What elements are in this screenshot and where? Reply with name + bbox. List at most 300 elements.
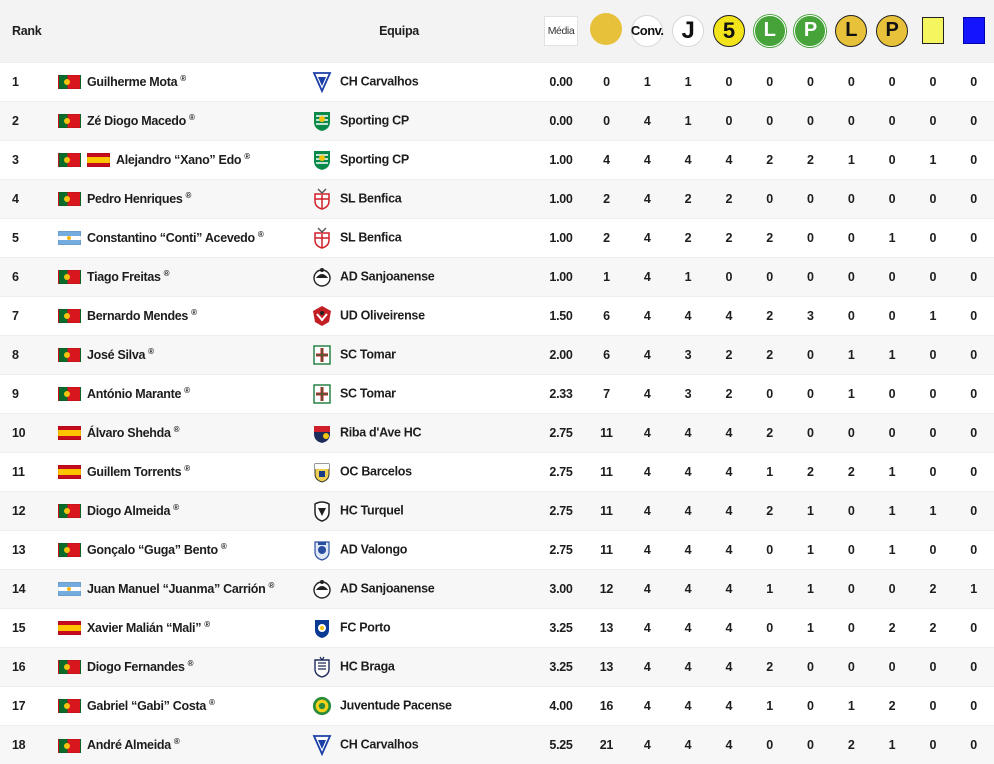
registered-mark: ® — [163, 268, 170, 278]
registered-mark: ® — [244, 151, 250, 161]
yellow-l-cell: 2 — [847, 464, 855, 479]
convocations-cell: 1 — [643, 74, 651, 89]
flag-pt-icon — [58, 387, 81, 401]
team-cell — [312, 140, 536, 179]
flag-pt-icon — [58, 348, 81, 362]
team-name-link[interactable]: SL Benfica — [340, 229, 402, 244]
yellow-cards-cell: 2 — [929, 581, 937, 596]
team-name-link[interactable]: Riba d'Ave HC — [340, 424, 422, 439]
avg-cell: 5.25 — [549, 737, 573, 752]
yellow-cards-cell: 0 — [929, 191, 937, 206]
yellow-card-header[interactable] — [912, 0, 953, 62]
games-cell: 4 — [684, 659, 692, 674]
green-p-cell: 0 — [807, 347, 814, 362]
starter-cell: 2 — [725, 386, 733, 401]
yellow-p-cell: 0 — [888, 113, 896, 128]
goals-cell: 2 — [603, 230, 610, 245]
goals-cell: 13 — [599, 659, 614, 674]
goals-cell: 4 — [603, 152, 610, 167]
registered-mark: ® — [173, 424, 180, 434]
flag-pt-icon — [58, 660, 81, 674]
table-row[interactable] — [0, 491, 994, 530]
games-cell: 4 — [684, 308, 692, 323]
yellow-l-cell: 0 — [847, 308, 855, 323]
green-l-header[interactable] — [749, 0, 790, 62]
blue-cards-cell: 0 — [970, 230, 977, 245]
green-l-icon: L — [754, 15, 786, 47]
starter-cell: 0 — [725, 74, 733, 89]
goals-cell: 6 — [603, 308, 610, 323]
yellow-p-header[interactable] — [872, 0, 913, 62]
team-name-link[interactable]: AD Valongo — [340, 541, 408, 556]
green-p-cell: 0 — [807, 191, 814, 206]
convocations-cell: 4 — [643, 152, 651, 167]
team-name-link[interactable]: SL Benfica — [340, 190, 402, 205]
team-cell — [312, 569, 536, 608]
team-name-link[interactable]: Sporting CP — [340, 151, 409, 166]
yellow-l-cell: 0 — [847, 581, 855, 596]
convocations-cell: 4 — [643, 230, 651, 245]
rank-cell: 11 — [12, 464, 25, 479]
starter-cell: 2 — [725, 347, 733, 362]
flag-ar-icon — [58, 582, 81, 596]
table-row[interactable] — [0, 296, 994, 335]
goals-cell: 11 — [600, 542, 613, 557]
team-crest-carvalhos-icon — [312, 734, 332, 756]
games-cell: 1 — [684, 269, 692, 284]
team-name-link[interactable]: FC Porto — [340, 619, 391, 634]
player-name-link[interactable]: José Silva — [87, 347, 146, 362]
player-cell — [58, 140, 312, 179]
green-l-cell: 2 — [766, 503, 773, 518]
player-cell — [58, 413, 312, 452]
table-row[interactable] — [0, 647, 994, 686]
flag-pt-icon — [58, 270, 81, 284]
green-l-cell: 2 — [766, 659, 773, 674]
yellow-cards-cell: 0 — [929, 659, 937, 674]
convocations-cell: 4 — [643, 698, 651, 713]
flag-es-icon — [58, 465, 81, 479]
table-row[interactable] — [0, 686, 994, 725]
convocations-cell: 4 — [643, 308, 651, 323]
green-l-cell: 1 — [766, 698, 773, 713]
rank-cell: 3 — [12, 152, 19, 167]
convocations-cell: 4 — [643, 581, 651, 596]
player-name-link[interactable]: Guillem Torrents — [87, 464, 182, 479]
player-cell — [58, 491, 312, 530]
avg-cell: 1.00 — [549, 269, 573, 284]
player-name-link[interactable]: Diogo Almeida — [87, 503, 171, 518]
flag-pt-icon — [58, 192, 81, 206]
player-name-link[interactable]: António Marante — [87, 386, 182, 401]
yellow-l-header[interactable] — [831, 0, 872, 62]
green-l-cell: 2 — [766, 230, 773, 245]
avg-header[interactable] — [536, 0, 586, 62]
flag-pt-icon — [58, 75, 81, 89]
yellow-p-cell: 1 — [888, 737, 896, 752]
convocations-cell: 4 — [643, 113, 651, 128]
yellow-p-cell: 0 — [888, 386, 896, 401]
rank-cell: 17 — [12, 698, 26, 713]
green-p-cell: 0 — [807, 698, 814, 713]
player-cell — [58, 374, 312, 413]
conv-icon: Conv. — [631, 15, 663, 47]
yellow-p-cell: 2 — [888, 698, 896, 713]
goals-cell: 12 — [599, 581, 614, 596]
green-l-cell: 1 — [766, 464, 773, 479]
convocations-cell: 4 — [643, 503, 651, 518]
green-l-cell: 0 — [766, 620, 773, 635]
player-cell — [58, 218, 312, 257]
green-p-cell: 2 — [807, 152, 814, 167]
yellow-p-cell: 0 — [888, 74, 896, 89]
player-cell — [58, 257, 312, 296]
player-name-link[interactable]: Álvaro Shehda — [87, 425, 171, 440]
player-name-link[interactable]: Guilherme Mota — [87, 74, 178, 89]
yellow-p-cell: 0 — [888, 425, 896, 440]
registered-mark: ® — [184, 463, 190, 473]
yellow-p-cell: 0 — [888, 152, 896, 167]
player-cell — [58, 569, 312, 608]
convocations-cell: 4 — [643, 191, 651, 206]
yellow-l-cell: 1 — [847, 386, 855, 401]
starter-cell: 2 — [725, 230, 733, 245]
five-icon: 5 — [713, 15, 745, 47]
yellow-p-cell: 1 — [888, 230, 896, 245]
team-header[interactable]: Equipa — [379, 23, 419, 38]
yellow-l-cell: 0 — [847, 425, 855, 440]
player-name-link[interactable]: Diogo Fernandes — [87, 659, 185, 674]
team-name-link[interactable]: AD Sanjoanense — [340, 268, 435, 283]
player-name-link[interactable]: Xavier Malián “Mali” — [87, 620, 202, 635]
team-crest-ribadave-icon — [312, 422, 332, 444]
team-crest-sanjoanense-icon — [312, 266, 332, 288]
yellow-l-cell: 1 — [847, 347, 855, 362]
starter-cell: 0 — [725, 113, 733, 128]
yellow-l-cell: 1 — [847, 698, 855, 713]
team-crest-tomar-icon — [312, 383, 332, 405]
blue-cards-cell: 0 — [970, 425, 977, 440]
yellow-p-cell: 0 — [888, 659, 896, 674]
flag-es-icon — [58, 621, 81, 635]
yellow-p-icon: P — [876, 15, 908, 47]
games-cell: 1 — [684, 113, 692, 128]
j-icon: J — [672, 15, 704, 47]
table-row[interactable] — [0, 179, 994, 218]
player-cell — [58, 686, 312, 725]
flag-pt-icon — [58, 504, 81, 518]
team-crest-oliveirense-icon — [312, 305, 332, 327]
team-cell — [312, 257, 536, 296]
yellow-p-cell: 1 — [888, 542, 896, 557]
yellow-l-cell: 0 — [847, 542, 855, 557]
flag-ar-icon — [58, 231, 81, 245]
blue-cards-cell: 0 — [970, 659, 977, 674]
team-cell — [312, 335, 536, 374]
team-cell — [312, 647, 536, 686]
avg-cell: 3.25 — [549, 659, 573, 674]
table-row[interactable] — [0, 140, 994, 179]
convocations-cell: 4 — [643, 620, 651, 635]
table-row[interactable] — [0, 374, 994, 413]
player-name-link[interactable]: Bernardo Mendes — [87, 308, 189, 323]
table-row[interactable] — [0, 530, 994, 569]
yellow-l-cell: 1 — [847, 152, 855, 167]
convocations-cell: 4 — [643, 659, 651, 674]
yellow-p-cell: 0 — [888, 308, 896, 323]
table-row[interactable] — [0, 218, 994, 257]
conv-header[interactable] — [627, 0, 668, 62]
flag-pt-icon — [58, 153, 81, 167]
table-header-row — [0, 0, 994, 62]
green-p-cell: 1 — [807, 581, 814, 596]
convocations-cell: 4 — [643, 464, 651, 479]
team-cell — [312, 62, 536, 101]
team-crest-pacense-icon — [312, 695, 332, 717]
team-crest-benfica-icon — [312, 227, 332, 249]
convocations-cell: 4 — [643, 269, 651, 284]
green-p-cell: 0 — [807, 113, 814, 128]
team-crest-benfica-icon — [312, 188, 332, 210]
blue-cards-cell: 0 — [970, 269, 977, 284]
rank-cell: 1 — [12, 74, 19, 89]
player-name-link[interactable]: Tiago Freitas — [87, 269, 161, 284]
green-p-cell: 1 — [807, 503, 814, 518]
player-cell — [58, 179, 312, 218]
team-name-link[interactable]: CH Carvalhos — [340, 737, 419, 752]
games-cell: 4 — [684, 581, 692, 596]
goals-cell: 13 — [599, 620, 614, 635]
avg-cell: 1.00 — [549, 230, 573, 245]
games-cell: 4 — [684, 152, 692, 167]
goals-cell: 21 — [599, 737, 614, 752]
blue-cards-cell: 0 — [970, 347, 977, 362]
goals-cell: 7 — [603, 386, 610, 401]
team-name-link[interactable]: OC Barcelos — [340, 463, 412, 478]
player-name-link[interactable]: Gabriel “Gabi” Costa — [87, 698, 207, 713]
team-name-link[interactable]: HC Braga — [340, 658, 395, 673]
blue-cards-cell: 0 — [970, 542, 977, 557]
registered-mark: ® — [257, 229, 264, 239]
starter-cell: 4 — [725, 581, 733, 596]
team-crest-turquel-icon — [312, 500, 332, 522]
yellow-l-cell: 0 — [847, 503, 855, 518]
yellow-l-cell: 0 — [847, 230, 855, 245]
registered-mark: ® — [180, 73, 186, 83]
team-name-link[interactable]: UD Oliveirense — [340, 307, 425, 322]
registered-mark: ® — [220, 541, 227, 551]
goals-cell: 6 — [603, 347, 610, 362]
team-crest-carvalhos-icon — [312, 71, 332, 93]
starter-cell: 4 — [725, 698, 733, 713]
starter-cell: 4 — [725, 308, 733, 323]
yellow-l-cell: 2 — [847, 737, 855, 752]
green-p-cell: 0 — [807, 659, 814, 674]
table-row[interactable] — [0, 101, 994, 140]
games-cell: 4 — [684, 542, 692, 557]
green-l-cell: 2 — [766, 425, 773, 440]
player-name-link[interactable]: Alejandro “Xano” Edo — [116, 152, 242, 167]
team-name-link[interactable]: CH Carvalhos — [340, 73, 419, 88]
convocations-cell: 4 — [643, 542, 651, 557]
flag-es-icon — [87, 153, 110, 167]
avg-cell: 1.00 — [549, 191, 573, 206]
games-cell: 4 — [684, 425, 692, 440]
team-name-link[interactable]: Sporting CP — [340, 112, 409, 127]
flag-pt-icon — [58, 114, 81, 128]
blue-cards-cell: 0 — [970, 737, 977, 752]
avg-cell: 1.50 — [549, 308, 573, 323]
registered-mark: ® — [268, 580, 275, 590]
team-cell — [312, 101, 536, 140]
yellow-p-cell: 1 — [888, 347, 896, 362]
games-cell: 3 — [684, 386, 692, 401]
team-name-link[interactable]: AD Sanjoanense — [340, 580, 435, 595]
green-p-cell: 0 — [807, 269, 814, 284]
player-header — [58, 0, 312, 62]
avg-cell: 3.00 — [549, 581, 573, 596]
starter-cell: 4 — [725, 425, 733, 440]
games-cell: 4 — [684, 698, 692, 713]
green-p-header[interactable] — [790, 0, 831, 62]
starter-header[interactable] — [708, 0, 749, 62]
table-row[interactable] — [0, 608, 994, 647]
green-l-cell: 2 — [766, 152, 773, 167]
rank-cell: 16 — [12, 659, 26, 674]
yellow-cards-cell: 1 — [929, 308, 937, 323]
goals-cell: 11 — [600, 503, 613, 518]
rank-header[interactable]: Rank — [12, 23, 42, 38]
goals-header[interactable] — [586, 0, 627, 62]
goals-cell: 0 — [603, 74, 610, 89]
team-cell — [312, 413, 536, 452]
games-cell: 1 — [684, 74, 692, 89]
team-name-link[interactable]: HC Turquel — [340, 502, 404, 517]
green-l-cell: 0 — [766, 542, 773, 557]
yellow-cards-cell: 0 — [929, 425, 937, 440]
starter-cell: 4 — [725, 542, 733, 557]
blue-cards-cell: 0 — [970, 308, 977, 323]
green-l-cell: 1 — [766, 581, 773, 596]
goals-cell: 11 — [600, 464, 613, 479]
team-cell — [312, 491, 536, 530]
rank-cell: 6 — [12, 269, 19, 284]
team-name-link[interactable]: Juventude Pacense — [340, 697, 452, 712]
green-p-cell: 1 — [807, 542, 814, 557]
player-name-link[interactable]: Gonçalo “Guga” Bento — [87, 542, 218, 557]
goals-cell: 11 — [600, 425, 613, 440]
yellow-cards-cell: 0 — [929, 386, 937, 401]
green-l-cell: 0 — [766, 386, 773, 401]
rank-cell: 18 — [12, 737, 26, 752]
avg-cell: 2.75 — [549, 503, 573, 518]
team-crest-sporting-icon — [312, 110, 332, 132]
games-cell: 4 — [684, 620, 692, 635]
blue-cards-cell: 1 — [970, 581, 977, 596]
registered-mark: ® — [184, 385, 190, 395]
yellow-p-cell: 0 — [888, 269, 896, 284]
avg-cell: 0.00 — [549, 74, 573, 89]
yellow-p-cell: 0 — [888, 581, 896, 596]
avg-header-label: Média — [544, 16, 578, 46]
player-cell — [58, 62, 312, 101]
avg-cell: 0.00 — [549, 113, 573, 128]
starter-cell: 4 — [725, 464, 733, 479]
yellow-card-icon — [922, 17, 944, 44]
yellow-cards-cell: 0 — [929, 542, 937, 557]
goals-cell: 0 — [603, 113, 610, 128]
table-row[interactable] — [0, 413, 994, 452]
rank-cell: 10 — [12, 425, 26, 440]
rank-cell: 14 — [12, 581, 26, 596]
registered-mark: ® — [188, 112, 195, 122]
goals-cell: 16 — [599, 698, 614, 713]
rank-cell: 2 — [12, 113, 19, 128]
avg-cell: 2.00 — [549, 347, 573, 362]
games-header[interactable] — [668, 0, 709, 62]
player-name-link[interactable]: Juan Manuel “Juanma” Carrión — [87, 581, 266, 596]
player-name-link[interactable]: Constantino “Conti” Acevedo — [87, 230, 255, 245]
team-crest-porto-icon — [312, 617, 332, 639]
yellow-cards-cell: 0 — [929, 230, 937, 245]
avg-cell: 4.00 — [549, 698, 573, 713]
table-row[interactable] — [0, 452, 994, 491]
goals-cell: 2 — [603, 191, 610, 206]
starter-cell: 4 — [725, 737, 733, 752]
player-name-link[interactable]: Zé Diogo Macedo — [87, 113, 186, 128]
convocations-cell: 4 — [643, 425, 651, 440]
starter-cell: 4 — [725, 620, 733, 635]
yellow-cards-cell: 2 — [929, 620, 937, 635]
avg-cell: 3.25 — [549, 620, 573, 635]
green-l-cell: 0 — [766, 191, 773, 206]
rank-cell: 8 — [12, 347, 19, 362]
player-name-link[interactable]: Pedro Henriques — [87, 191, 183, 206]
yellow-cards-cell: 1 — [929, 503, 937, 518]
table-row[interactable] — [0, 569, 994, 608]
team-crest-barcelos-icon — [312, 461, 332, 483]
green-l-cell: 2 — [766, 308, 773, 323]
yellow-cards-cell: 0 — [929, 698, 937, 713]
starter-cell: 4 — [725, 152, 733, 167]
yellow-l-cell: 0 — [847, 620, 855, 635]
games-cell: 2 — [684, 191, 692, 206]
player-cell — [58, 335, 312, 374]
blue-card-header[interactable] — [953, 0, 994, 62]
team-cell — [312, 530, 536, 569]
team-name-link[interactable]: SC Tomar — [340, 385, 396, 400]
blue-cards-cell: 0 — [970, 503, 977, 518]
table-body — [0, 62, 994, 764]
yellow-l-cell: 0 — [847, 659, 855, 674]
player-cell — [58, 530, 312, 569]
table-row[interactable] — [0, 725, 994, 764]
convocations-cell: 4 — [643, 347, 651, 362]
yellow-cards-cell: 0 — [929, 737, 937, 752]
table-row[interactable] — [0, 62, 994, 101]
starter-cell: 4 — [725, 659, 733, 674]
flag-pt-icon — [58, 739, 81, 753]
yellow-l-icon: L — [835, 15, 867, 47]
table-row[interactable] — [0, 257, 994, 296]
table-row[interactable] — [0, 335, 994, 374]
team-crest-tomar-icon — [312, 344, 332, 366]
games-cell: 4 — [684, 464, 692, 479]
team-name-link[interactable]: SC Tomar — [340, 346, 396, 361]
player-name-link[interactable]: André Almeida — [87, 737, 171, 752]
yellow-cards-cell: 0 — [929, 74, 937, 89]
player-cell — [58, 608, 312, 647]
